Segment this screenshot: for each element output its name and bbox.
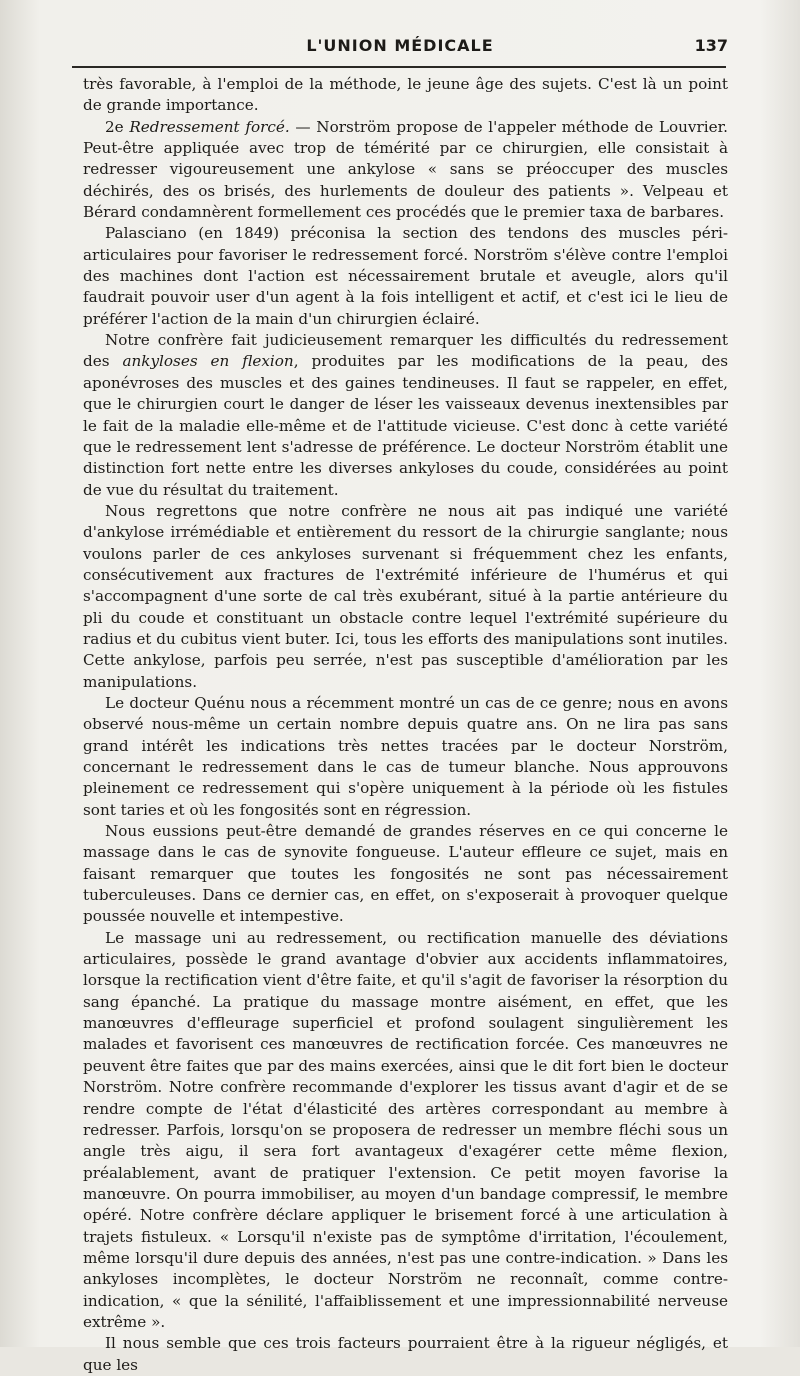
running-title: L'UNION MÉDICALE <box>306 36 494 55</box>
italic-term: ankyloses en flexion <box>122 352 294 371</box>
paragraph-lead: 2e <box>105 117 130 136</box>
paragraph <box>83 821 728 928</box>
paragraph-lead: Notre confrère fait judicieusement remarquer les difficultés du redressement des <box>83 331 728 371</box>
paragraph <box>83 1333 728 1376</box>
paragraph-text: très favorable, à l'emploi de la méthode, le jeune âge des sujets. C'est là un point de grande importance. <box>83 75 728 115</box>
paragraph <box>83 693 728 821</box>
page-header <box>0 34 800 64</box>
paragraph-text: Il nous semble que ces trois facteurs pourraient être à la rigueur négligés, et que les <box>83 1334 728 1374</box>
paragraph-text: , produites par les modifications de la peau, des aponévroses des muscles et des gaines tendineuses. Il faut se rappeler, en effet, que le chirurgien court le danger de léser les vaisseaux devenus inextensibles par le fait de la maladie elle-même et de l'attitude vicieuse. C'est donc à cette variété que le redressement lent s'adresse de préférence. Le docteur Norström établit une distinction fort nette entre les diverses ankyloses du coude, considérées au point de vue du résultat du traitement. <box>83 352 728 499</box>
paragraph <box>83 223 728 330</box>
article-body <box>83 74 728 1376</box>
paragraph-text: — Norström propose de l'appeler méthode de Louvrier. Peut-être appliquée avec trop de témérité par ce chirurgien, elle consistait à redresser vigoureusement une ankylose « sans se préoccuper des muscles déchirés, des os brisés, des hurlements de douleur des patients ». Velpeau et Bérard condamnèrent formellement ces procédés que le premier taxa de barbares. <box>83 117 729 222</box>
paragraph-text: Palasciano (en 1849) préconisa la section des tendons des muscles péri-articulaires pour favoriser le redressement forcé. Norström s'élève contre l'emploi des machines dont l'action est nécessairement brutale et aveugle, alors qu'il faudrait pouvoir user d'un agent à la fois intelligent et actif, et c'est ici le lieu de préférer l'action de la main d'un chirurgien éclairé. <box>83 224 728 328</box>
paragraph <box>83 74 728 117</box>
paragraph <box>83 117 728 224</box>
paragraph-text: Le massage uni au redressement, ou rectification manuelle des déviations articulaires, possède le grand avantage d'obvier aux accidents inflammatoires, lorsque la rectification vient d'être faite, et qu'il s'agit de favoriser la résorption du sang épanché. La pratique du massage montre aisément, en effet, que les manœuvres d'effleurage superficiel et profond soulagent singulièrement les malades et favorisent ces manœuvres de rectification forcée. Ces manœuvres ne peuvent être faites que par des mains exercées, ainsi que le dit fort bien le docteur Norström. Notre confrère recommande d'explorer les tissus avant d'agir et de se rendre compte de l'état d'élasticité des artères correspondant au membre à redresser. Parfois, lorsqu'on se proposera de redresser un membre fléchi sous un angle très aigu, il sera fort avantageux d'exagérer cette même flexion, préalablement, avant de pratiquer l'extension. Ce petit moyen favorise la manœuvre. On pourra immobiliser, au moyen d'un bandage compressif, le membre opéré. Notre confrère déclare appliquer le brisement forcé à une articulation à trajets fistuleux. « Lorsqu'il n'existe pas de symptôme d'irritation, l'écoulement, même lorsqu'il dure depuis des années, n'est pas une contre-indication. » Dans les ankyloses incomplètes, le docteur Norström ne reconnaît, comme contre-indication, « que la sénilité, l'affaiblissement et une impressionnabilité nerveuse extrême ». <box>83 928 728 1331</box>
paragraph <box>83 330 728 501</box>
paragraph-text: Nous regrettons que notre confrère ne nous ait pas indiqué une variété d'ankylose irrémédiable et entièrement du ressort de la chirurgie sanglante; nous voulons parler de ces ankyloses survenant si fréquemment chez les enfants, consécutivement aux fractures de l'extrémité inférieure de l'humérus et qui s'accompagnent d'une sorte de cal très exubérant, situé à la partie antérieure du pli du coude et constituant un obstacle contre lequel l'extrémité supérieure du radius et du cubitus vient buter. Ici, tous les efforts des manipulations sont inutiles. Cette ankylose, parfois peu serrée, n'est pas susceptible d'amélioration par les manipulations. <box>83 501 728 691</box>
paragraph <box>83 928 728 1334</box>
section-heading: Redressement forcé. <box>129 117 290 136</box>
paragraph <box>83 501 728 693</box>
paragraph-text: Le docteur Quénu nous a récemment montré un cas de ce genre; nous en avons observé nous-même un certain nombre depuis quatre ans. On ne lira pas sans grand intérêt les indications très nettes tracées par le docteur Norström, concernant le redressement dans le cas de tumeur blanche. Nous approuvons pleinement ce redressement qui s'opère uniquement à la période où les fistules sont taries et où les fongosités sont en régression. <box>83 693 728 819</box>
page-number: 137 <box>694 36 728 55</box>
paragraph-text: Nous eussions peut-être demandé de grandes réserves en ce qui concerne le massage dans le cas de synovite fongueuse. L'auteur effleure ce sujet, mais en faisant remarquer que toutes les fongosités ne sont pas nécessairement tuberculeuses. Dans ce dernier cas, en effet, on s'exposerait à provoquer quelque poussée nouvelle et intempestive. <box>83 822 728 926</box>
header-rule <box>72 66 726 68</box>
